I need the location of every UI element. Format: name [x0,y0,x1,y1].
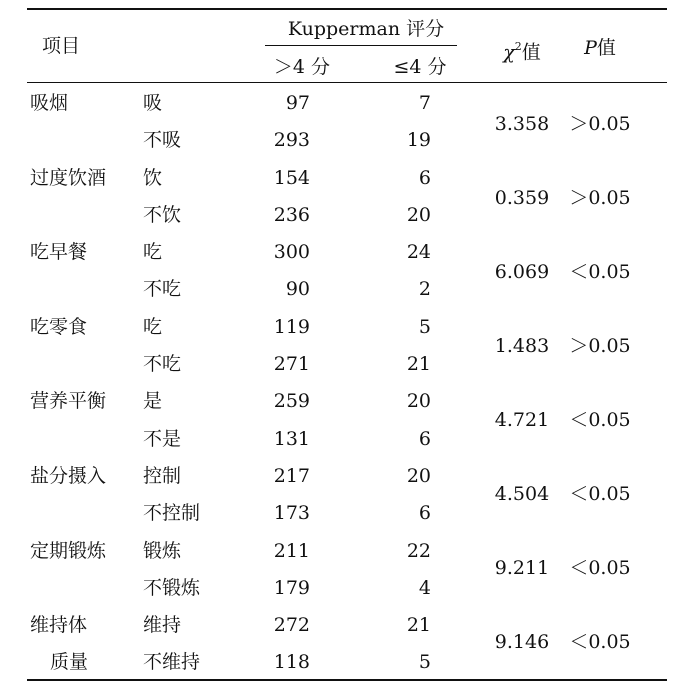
count-gt4: 118 [273,651,310,674]
count-le4: 21 [406,353,431,376]
category-label: 不饮 [143,203,182,226]
header-p-label: 值 [596,37,616,59]
count-gt4: 97 [285,92,310,114]
chi-square-value: 0.359 [494,187,550,209]
count-le4: 21 [406,614,431,637]
count-le4: 20 [406,390,431,413]
category-label: 不控制 [143,502,201,525]
count-le4: 2 [418,278,431,301]
category-label: 不是 [143,427,182,450]
chi-square-value: 9.146 [494,631,550,653]
category-label: 吃 [143,315,163,338]
p-value: ＜0.05 [569,409,631,431]
count-gt4: 211 [273,539,310,562]
table-row [27,575,667,612]
count-gt4: 272 [273,614,310,637]
factor-label: 过度饮酒 [30,166,107,189]
p-value: ＜0.05 [569,557,631,579]
count-gt4: 236 [273,203,310,226]
count-gt4: 154 [273,166,310,189]
count-le4: 20 [406,464,431,487]
category-label: 不吸 [143,129,182,152]
category-label: 控制 [143,464,182,487]
header-kupperman: Kupperman 评分 [287,18,445,40]
count-gt4: 173 [273,502,310,525]
factor-label: 定期锻炼 [30,539,107,562]
chi-square-value: 3.358 [494,113,550,135]
category-label: 吃 [143,241,163,264]
chi-square-value: 9.211 [494,557,550,579]
factor-label: 盐分摄入 [30,464,107,487]
category-label: 是 [143,390,163,413]
count-le4: 6 [418,427,431,450]
factor-label: 维持体 [30,614,88,637]
header-le4: ≤4 分 [393,56,447,78]
count-le4: 6 [418,502,431,525]
count-le4: 24 [406,241,431,264]
count-gt4: 131 [273,427,310,450]
category-label: 吸 [143,92,163,114]
chi-square-value: 1.483 [494,335,550,357]
header-item: 项目 [42,35,81,57]
p-value: ＜0.05 [569,631,631,653]
category-label: 维持 [143,614,182,637]
category-label: 锻炼 [143,539,182,562]
chi-square-value: 6.069 [494,261,550,283]
factor-label: 吸烟 [30,92,69,114]
factor-label-cont: 质量 [50,651,89,674]
factor-label: 吃早餐 [30,241,88,264]
count-gt4: 179 [273,576,310,599]
p-value: ＜0.05 [569,483,631,505]
header-rule [27,82,667,83]
p-value: ＞0.05 [569,335,631,357]
count-gt4: 90 [285,278,310,301]
table-body [27,90,667,687]
factor-label: 营养平衡 [30,390,107,413]
p-value: ＞0.05 [569,187,631,209]
count-le4: 19 [406,129,431,152]
count-gt4: 119 [273,315,310,338]
chi-square-value: 4.504 [494,483,550,505]
group-underline [265,45,457,46]
count-le4: 6 [418,166,431,189]
count-le4: 7 [418,92,431,114]
chi-square-value: 4.721 [494,409,550,431]
count-le4: 4 [418,576,431,599]
factor-label: 吃零食 [30,315,88,338]
table-row [27,649,667,686]
header-p-value: P值 [584,37,616,59]
p-value: ＞0.05 [569,113,631,135]
count-le4: 5 [418,651,431,674]
category-label: 饮 [143,166,163,189]
category-label: 不锻炼 [143,576,201,599]
count-gt4: 259 [273,390,310,413]
category-label: 不吃 [143,278,182,301]
header-chi-label: 值 [521,41,541,64]
top-rule [27,8,667,10]
count-le4: 22 [406,539,431,562]
category-label: 不维持 [143,651,201,674]
data-table [27,0,667,682]
count-gt4: 300 [273,241,310,264]
p-value: ＜0.05 [569,261,631,283]
count-gt4: 293 [273,129,310,152]
count-gt4: 271 [273,353,310,376]
count-le4: 5 [418,315,431,338]
header-gt4: ＞4 分 [273,56,331,78]
category-label: 不吃 [143,353,182,376]
count-le4: 20 [406,203,431,226]
header-chi-square: $\chi^2$值 [503,40,541,64]
count-gt4: 217 [273,464,310,487]
